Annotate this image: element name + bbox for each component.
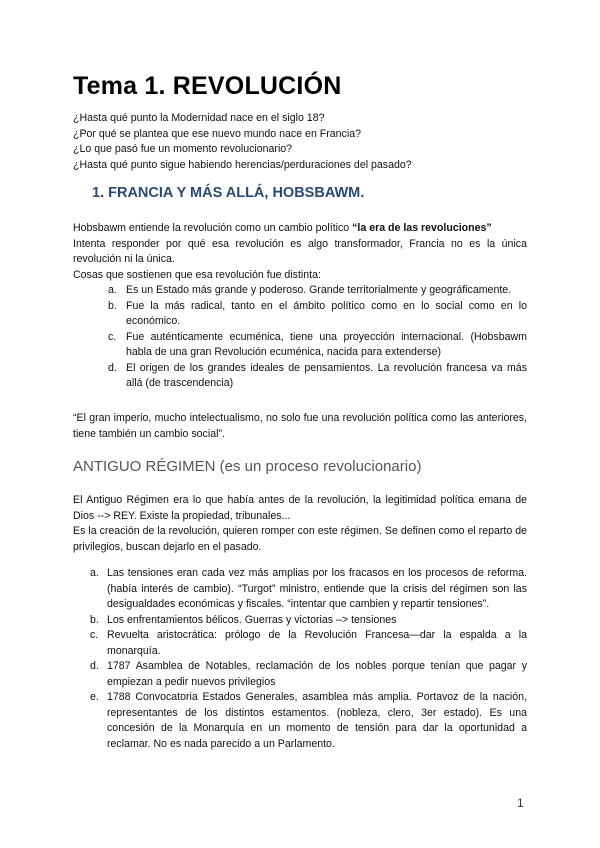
section2-list <box>73 566 527 752</box>
section2-paragraph: El Antiguo Régimen era lo que había antes de la revolución, la legitimidad política emana de Dios --> REY. Existe la propiedad, tribunales... <box>73 494 527 522</box>
list-item-text: El origen de los grandes ideales de pensamientos. La revolución francesa va más allá (de trascendencia) <box>126 361 527 389</box>
intro-text: Hobsbawm entiende la revolución como un cambio político <box>73 222 353 234</box>
list-marker: a. <box>108 284 117 296</box>
list-item <box>73 690 527 752</box>
list-item-text: Fue auténticamente ecuménica, tiene una proyección internacional. (Hobsbawm habla de una gran Revolución ecuménica, nacida para extenderse) <box>126 330 527 358</box>
question-item: ¿Por qué se plantea que ese nuevo mundo nace en Francia? <box>73 127 361 140</box>
list-item <box>73 283 527 299</box>
list-marker: d. <box>90 660 99 672</box>
list-item <box>73 659 527 690</box>
question-item: ¿Hasta qué punto la Modernidad nace en el siglo 18? <box>73 112 325 124</box>
list-marker: c. <box>108 330 117 343</box>
section1-heading: 1. FRANCIA Y MÁS ALLÁ, HOBSBAWM. <box>92 185 365 201</box>
section1-list <box>73 283 527 392</box>
list-marker: d. <box>108 361 117 374</box>
list-marker: c. <box>90 629 99 641</box>
list-marker: a. <box>90 567 99 579</box>
list-item-text: 1788 Convocatoria Estados Generales, asamblea más amplia. Portavoz de la nación, representantes de los distintos estamentos. (nobleza, clero, 3er estado). Es una concesión de la Monarquía en un momento de tensión para dar la oportunidad a reclamar. No es nada parecido a un Parlamento. <box>107 691 527 750</box>
list-item-text: Las tensiones eran cada vez más amplias por los fracasos en los procesos de reforma. (había interés de cambio). “Turgot” ministro, entiende que la crisis del régimen son las desigualdades económicas y fiscales. “intentar que cambien y repartir tensiones”. <box>107 567 527 610</box>
list-item <box>73 628 527 659</box>
section1-paragraph: Cosas que sostienen que esa revolución fue distinta: <box>73 268 321 281</box>
list-item-text: Fue la más radical, tanto en el ámbito político como en lo social como en lo económico. <box>126 299 527 327</box>
list-item <box>73 361 527 392</box>
list-item-text: Los enfrentamientos bélicos. Guerras y victorias –> tensiones <box>107 613 397 626</box>
list-marker: e. <box>90 691 99 703</box>
list-item <box>73 330 527 361</box>
list-marker: b. <box>108 299 117 312</box>
list-item <box>73 613 527 629</box>
section1-quote: “El gran imperio, mucho intelectualismo, no solo fue una revolución política como las anteriores, tiene también un cambio social”. <box>73 412 527 440</box>
section1-paragraph: Intenta responder por qué esa revolución es algo transformador, Francia no es la única revolución ni la única. <box>73 237 527 265</box>
list-marker: b. <box>90 613 99 626</box>
list-item-text: Es un Estado más grande y poderoso. Grande territorialmente y geográficamente. <box>126 284 512 296</box>
page-title: Tema 1. REVOLUCIÓN <box>73 72 342 100</box>
page-number: 1 <box>517 796 524 810</box>
intro-quote: “la era de las revoluciones” <box>352 222 492 234</box>
list-item-text: Revuelta aristocrática: prólogo de la Revolución Francesa—dar la espalda a la monarquía. <box>107 629 527 657</box>
section1-intro <box>73 221 527 237</box>
question-item: ¿Lo que pasó fue un momento revolucionario? <box>73 143 293 156</box>
list-item <box>73 566 527 613</box>
section2-paragraph: Es la creación de la revolución, quieren romper con este régimen. Se definen como el reparto de privilegios, buscan dejarlo en el pasado. <box>73 525 527 553</box>
list-item <box>73 299 527 330</box>
question-item: ¿Hasta qué punto sigue habiendo herencias/perduraciones del pasado? <box>73 158 412 171</box>
questions-list <box>73 111 543 173</box>
section2-heading: ANTIGUO RÉGIMEN (es un proceso revolucionario) <box>73 458 422 475</box>
list-item-text: 1787 Asamblea de Notables, reclamación de los nobles porque tenían que pagar y empiezan a pedir nuevos privilegios <box>107 660 527 688</box>
